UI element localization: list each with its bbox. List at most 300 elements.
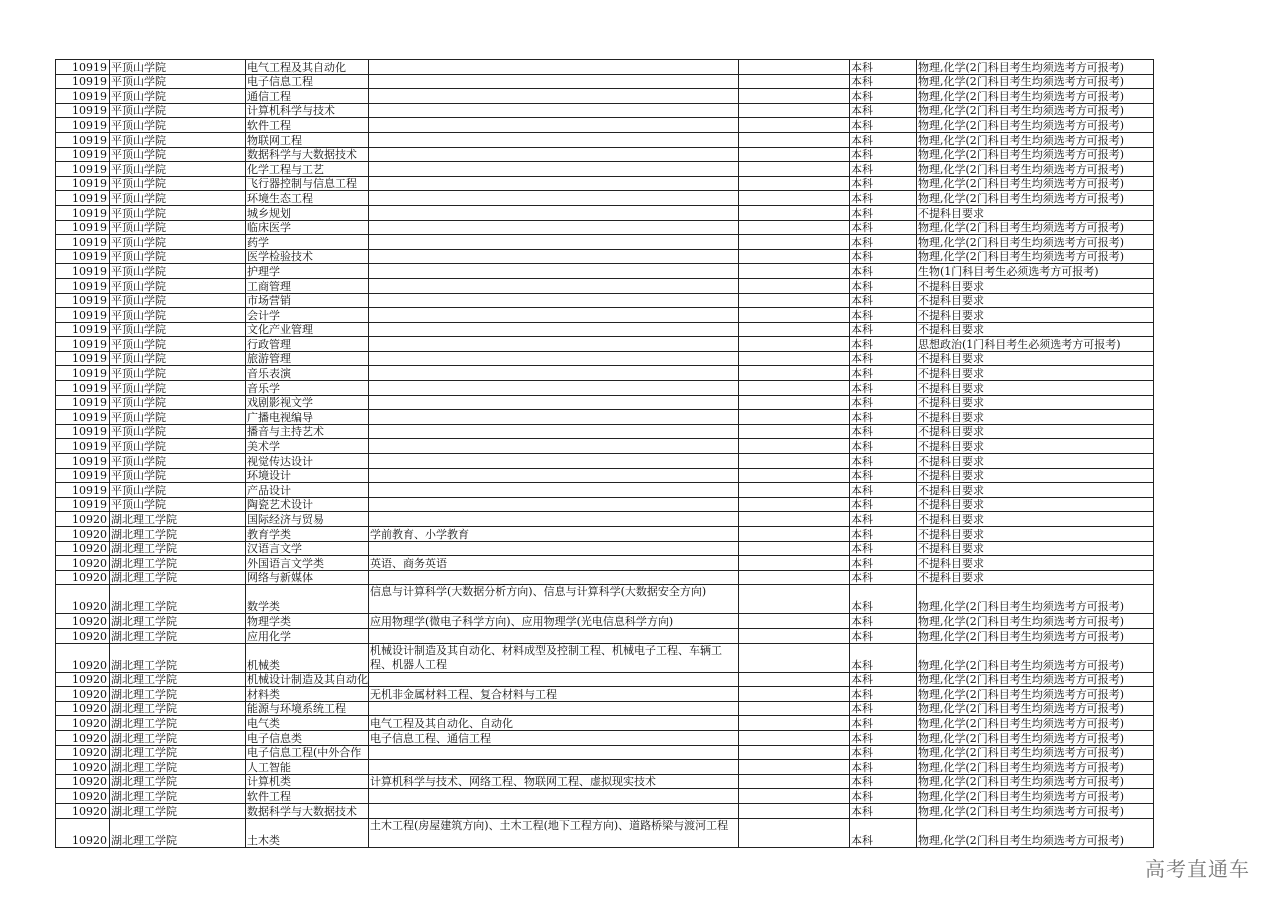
school-code-cell: 10920 [56,745,110,760]
level-cell: 本科 [850,672,917,687]
school-code-cell: 10919 [56,60,110,75]
empty-cell [739,366,850,381]
level-cell: 本科 [850,395,917,410]
included-majors-cell [369,760,739,775]
subject-requirement-cell: 不提科目要求 [917,308,1154,323]
school-code-cell: 10919 [56,293,110,308]
school-code-cell: 10920 [56,774,110,789]
level-cell: 本科 [850,220,917,235]
empty-cell [739,512,850,527]
empty-cell [739,454,850,469]
level-cell: 本科 [850,512,917,527]
school-code-cell: 10919 [56,176,110,191]
table-row [56,512,1154,527]
major-cell: 戏剧影视文学 [246,395,369,410]
included-majors-cell [369,337,739,352]
school-code-cell: 10920 [56,701,110,716]
empty-cell [739,789,850,804]
school-name-cell: 平顶山学院 [110,293,246,308]
school-code-cell: 10919 [56,162,110,177]
table-row [56,89,1154,104]
school-code-cell: 10920 [56,527,110,542]
school-name-cell: 平顶山学院 [110,118,246,133]
major-cell: 数学类 [246,585,369,614]
school-code-cell: 10919 [56,132,110,147]
included-majors-cell [369,395,739,410]
school-code-cell: 10919 [56,468,110,483]
school-code-cell: 10919 [56,249,110,264]
school-name-cell: 平顶山学院 [110,205,246,220]
empty-cell [739,424,850,439]
subject-requirement-cell: 不提科目要求 [917,468,1154,483]
school-code-cell: 10919 [56,410,110,425]
level-cell: 本科 [850,556,917,571]
included-majors-cell [369,235,739,250]
school-code-cell: 10919 [56,483,110,498]
table-row [56,643,1154,672]
school-name-cell: 平顶山学院 [110,497,246,512]
school-name-cell: 平顶山学院 [110,89,246,104]
table-body [56,60,1154,848]
included-majors-cell [369,454,739,469]
level-cell: 本科 [850,468,917,483]
school-code-cell: 10919 [56,322,110,337]
included-majors-cell [369,803,739,818]
major-cell: 环境生态工程 [246,191,369,206]
level-cell: 本科 [850,278,917,293]
major-cell: 物理学类 [246,614,369,629]
subject-requirement-cell: 物理,化学(2门科目考生均须选考方可报考) [917,818,1154,847]
subject-requirement-cell: 物理,化学(2门科目考生均须选考方可报考) [917,191,1154,206]
level-cell: 本科 [850,701,917,716]
included-majors-cell [369,541,739,556]
subject-requirement-cell: 物理,化学(2门科目考生均须选考方可报考) [917,701,1154,716]
school-code-cell: 10920 [56,556,110,571]
level-cell: 本科 [850,585,917,614]
subject-requirement-cell: 不提科目要求 [917,454,1154,469]
school-name-cell: 湖北理工学院 [110,628,246,643]
major-cell: 教育学类 [246,527,369,542]
subject-requirement-cell: 不提科目要求 [917,322,1154,337]
level-cell: 本科 [850,147,917,162]
school-name-cell: 湖北理工学院 [110,818,246,847]
level-cell: 本科 [850,789,917,804]
included-majors-cell [369,322,739,337]
table-row [56,235,1154,250]
subject-requirement-cell: 不提科目要求 [917,205,1154,220]
empty-cell [739,278,850,293]
table-row [56,132,1154,147]
level-cell: 本科 [850,454,917,469]
subject-requirement-cell: 不提科目要求 [917,527,1154,542]
empty-cell [739,687,850,702]
included-majors-cell [369,497,739,512]
included-majors-cell: 学前教育、小学教育 [369,527,739,542]
table-row [56,322,1154,337]
subject-requirement-cell: 物理,化学(2门科目考生均须选考方可报考) [917,176,1154,191]
included-majors-cell [369,220,739,235]
subject-requirement-cell: 物理,化学(2门科目考生均须选考方可报考) [917,220,1154,235]
empty-cell [739,103,850,118]
school-code-cell: 10919 [56,191,110,206]
subject-requirement-cell: 不提科目要求 [917,278,1154,293]
level-cell: 本科 [850,527,917,542]
subject-requirement-cell: 物理,化学(2门科目考生均须选考方可报考) [917,803,1154,818]
major-cell: 播音与主持艺术 [246,424,369,439]
school-name-cell: 平顶山学院 [110,132,246,147]
level-cell: 本科 [850,628,917,643]
included-majors-cell [369,89,739,104]
subject-requirement-cell: 物理,化学(2门科目考生均须选考方可报考) [917,614,1154,629]
level-cell: 本科 [850,74,917,89]
included-majors-cell [369,293,739,308]
subject-requirement-cell: 不提科目要求 [917,366,1154,381]
table-row [56,628,1154,643]
school-name-cell: 平顶山学院 [110,74,246,89]
school-code-cell: 10920 [56,585,110,614]
school-code-cell: 10919 [56,337,110,352]
table-row [56,351,1154,366]
school-name-cell: 湖北理工学院 [110,556,246,571]
empty-cell [739,410,850,425]
major-cell: 美术学 [246,439,369,454]
major-cell: 城乡规划 [246,205,369,220]
subject-requirement-cell: 不提科目要求 [917,439,1154,454]
major-cell: 化学工程与工艺 [246,162,369,177]
table-row [56,381,1154,396]
major-cell: 环境设计 [246,468,369,483]
included-majors-cell [369,118,739,133]
level-cell: 本科 [850,366,917,381]
school-code-cell: 10919 [56,147,110,162]
major-cell: 电子信息类 [246,730,369,745]
school-name-cell: 湖北理工学院 [110,716,246,731]
major-cell: 音乐表演 [246,366,369,381]
table-row [56,789,1154,804]
empty-cell [739,220,850,235]
school-name-cell: 平顶山学院 [110,264,246,279]
school-code-cell: 10920 [56,672,110,687]
empty-cell [739,308,850,323]
school-name-cell: 平顶山学院 [110,395,246,410]
level-cell: 本科 [850,497,917,512]
subject-requirement-cell: 物理,化学(2门科目考生均须选考方可报考) [917,643,1154,672]
school-code-cell: 10919 [56,235,110,250]
included-majors-cell [369,176,739,191]
empty-cell [739,716,850,731]
included-majors-cell [369,381,739,396]
empty-cell [739,264,850,279]
school-code-cell: 10919 [56,497,110,512]
level-cell: 本科 [850,716,917,731]
included-majors-cell [369,249,739,264]
level-cell: 本科 [850,730,917,745]
school-name-cell: 湖北理工学院 [110,570,246,585]
included-majors-cell: 应用物理学(微电子科学方向)、应用物理学(光电信息科学方向) [369,614,739,629]
subject-requirement-cell: 物理,化学(2门科目考生均须选考方可报考) [917,89,1154,104]
table-row [56,439,1154,454]
table-row [56,585,1154,614]
table-row [56,760,1154,775]
included-majors-cell [369,147,739,162]
school-name-cell: 湖北理工学院 [110,701,246,716]
included-majors-cell [369,60,739,75]
major-cell: 计算机类 [246,774,369,789]
major-cell: 数据科学与大数据技术 [246,803,369,818]
empty-cell [739,774,850,789]
major-cell: 医学检验技术 [246,249,369,264]
school-name-cell: 湖北理工学院 [110,614,246,629]
school-name-cell: 平顶山学院 [110,337,246,352]
empty-cell [739,803,850,818]
subject-requirement-cell: 物理,化学(2门科目考生均须选考方可报考) [917,774,1154,789]
subject-requirement-cell: 物理,化学(2门科目考生均须选考方可报考) [917,147,1154,162]
table-row [56,74,1154,89]
table-row [56,308,1154,323]
subject-requirement-cell: 不提科目要求 [917,395,1154,410]
table-row [56,220,1154,235]
level-cell: 本科 [850,249,917,264]
included-majors-cell [369,308,739,323]
empty-cell [739,337,850,352]
table-row [56,468,1154,483]
major-cell: 汉语言文学 [246,541,369,556]
school-name-cell: 平顶山学院 [110,162,246,177]
major-cell: 工商管理 [246,278,369,293]
table-row [56,147,1154,162]
watermark: 高考直通车 [1145,857,1250,881]
school-code-cell: 10919 [56,439,110,454]
included-majors-cell [369,789,739,804]
table-row [56,672,1154,687]
school-code-cell: 10919 [56,278,110,293]
empty-cell [739,672,850,687]
included-majors-cell [369,512,739,527]
empty-cell [739,89,850,104]
admission-requirements-table [55,59,1154,848]
level-cell: 本科 [850,176,917,191]
school-code-cell: 10919 [56,264,110,279]
empty-cell [739,585,850,614]
level-cell: 本科 [850,483,917,498]
empty-cell [739,468,850,483]
included-majors-cell [369,132,739,147]
table-row [56,687,1154,702]
empty-cell [739,191,850,206]
table-row [56,570,1154,585]
table-row [56,249,1154,264]
subject-requirement-cell: 物理,化学(2门科目考生均须选考方可报考) [917,628,1154,643]
level-cell: 本科 [850,381,917,396]
table-row [56,264,1154,279]
empty-cell [739,147,850,162]
table-row [56,410,1154,425]
school-code-cell: 10920 [56,730,110,745]
subject-requirement-cell: 不提科目要求 [917,541,1154,556]
empty-cell [739,483,850,498]
subject-requirement-cell: 物理,化学(2门科目考生均须选考方可报考) [917,760,1154,775]
school-code-cell: 10920 [56,541,110,556]
empty-cell [739,556,850,571]
table-row [56,118,1154,133]
school-code-cell: 10920 [56,760,110,775]
school-code-cell: 10919 [56,118,110,133]
school-code-cell: 10920 [56,716,110,731]
table-row [56,191,1154,206]
subject-requirement-cell: 不提科目要求 [917,293,1154,308]
school-name-cell: 平顶山学院 [110,249,246,264]
table-row [56,103,1154,118]
subject-requirement-cell: 不提科目要求 [917,483,1154,498]
school-code-cell: 10919 [56,454,110,469]
empty-cell [739,249,850,264]
level-cell: 本科 [850,643,917,672]
included-majors-cell [369,672,739,687]
level-cell: 本科 [850,687,917,702]
subject-requirement-cell: 物理,化学(2门科目考生均须选考方可报考) [917,74,1154,89]
empty-cell [739,439,850,454]
school-name-cell: 湖北理工学院 [110,803,246,818]
table-row [56,337,1154,352]
level-cell: 本科 [850,103,917,118]
empty-cell [739,351,850,366]
school-name-cell: 平顶山学院 [110,278,246,293]
school-code-cell: 10919 [56,395,110,410]
table-row [56,556,1154,571]
school-name-cell: 湖北理工学院 [110,730,246,745]
included-majors-cell: 电气工程及其自动化、自动化 [369,716,739,731]
table-row [56,614,1154,629]
major-cell: 能源与环境系统工程 [246,701,369,716]
school-name-cell: 平顶山学院 [110,60,246,75]
included-majors-cell [369,410,739,425]
level-cell: 本科 [850,132,917,147]
level-cell: 本科 [850,541,917,556]
school-name-cell: 平顶山学院 [110,381,246,396]
school-name-cell: 平顶山学院 [110,439,246,454]
table-row [56,454,1154,469]
empty-cell [739,381,850,396]
table-row [56,60,1154,75]
empty-cell [739,235,850,250]
included-majors-cell [369,628,739,643]
subject-requirement-cell: 物理,化学(2门科目考生均须选考方可报考) [917,235,1154,250]
subject-requirement-cell: 思想政治(1门科目考生必须选考方可报考) [917,337,1154,352]
subject-requirement-cell: 物理,化学(2门科目考生均须选考方可报考) [917,745,1154,760]
subject-requirement-cell: 不提科目要求 [917,512,1154,527]
subject-requirement-cell: 不提科目要求 [917,351,1154,366]
empty-cell [739,118,850,133]
table-row [56,497,1154,512]
school-name-cell: 平顶山学院 [110,483,246,498]
level-cell: 本科 [850,818,917,847]
school-name-cell: 湖北理工学院 [110,745,246,760]
table-row [56,730,1154,745]
table-row [56,293,1154,308]
level-cell: 本科 [850,760,917,775]
major-cell: 人工智能 [246,760,369,775]
included-majors-cell [369,278,739,293]
subject-requirement-cell: 物理,化学(2门科目考生均须选考方可报考) [917,789,1154,804]
included-majors-cell [369,351,739,366]
level-cell: 本科 [850,308,917,323]
school-code-cell: 10919 [56,424,110,439]
level-cell: 本科 [850,264,917,279]
empty-cell [739,541,850,556]
subject-requirement-cell: 不提科目要求 [917,410,1154,425]
empty-cell [739,628,850,643]
major-cell: 会计学 [246,308,369,323]
major-cell: 旅游管理 [246,351,369,366]
table-row [56,205,1154,220]
major-cell: 机械类 [246,643,369,672]
table-row [56,541,1154,556]
school-code-cell: 10919 [56,103,110,118]
empty-cell [739,205,850,220]
included-majors-cell [369,570,739,585]
included-majors-cell: 土木工程(房屋建筑方向)、土木工程(地下工程方向)、道路桥梁与渡河工程 [369,818,739,847]
major-cell: 国际经济与贸易 [246,512,369,527]
school-code-cell: 10920 [56,789,110,804]
school-code-cell: 10920 [56,687,110,702]
empty-cell [739,74,850,89]
level-cell: 本科 [850,162,917,177]
included-majors-cell: 计算机科学与技术、网络工程、物联网工程、虚拟现实技术 [369,774,739,789]
table-row [56,424,1154,439]
table-row [56,278,1154,293]
empty-cell [739,176,850,191]
level-cell: 本科 [850,614,917,629]
school-name-cell: 平顶山学院 [110,103,246,118]
major-cell: 软件工程 [246,789,369,804]
school-code-cell: 10919 [56,220,110,235]
included-majors-cell [369,74,739,89]
major-cell: 护理学 [246,264,369,279]
included-majors-cell [369,205,739,220]
included-majors-cell: 无机非金属材料工程、复合材料与工程 [369,687,739,702]
included-majors-cell [369,424,739,439]
subject-requirement-cell: 生物(1门科目考生必须选考方可报考) [917,264,1154,279]
table-row [56,162,1154,177]
table-row [56,395,1154,410]
major-cell: 机械设计制造及其自动化 [247,673,368,687]
empty-cell [739,293,850,308]
included-majors-cell: 机械设计制造及其自动化、材料成型及控制工程、机械电子工程、车辆工程、机器人工程 [369,643,739,672]
included-majors-cell [369,191,739,206]
level-cell: 本科 [850,570,917,585]
school-name-cell: 平顶山学院 [110,220,246,235]
school-name-cell: 湖北理工学院 [110,643,246,672]
subject-requirement-cell: 物理,化学(2门科目考生均须选考方可报考) [917,132,1154,147]
empty-cell [739,527,850,542]
school-code-cell: 10919 [56,205,110,220]
school-name-cell: 湖北理工学院 [110,760,246,775]
school-name-cell: 湖北理工学院 [110,541,246,556]
table-row [56,774,1154,789]
school-name-cell: 湖北理工学院 [110,512,246,527]
table-row [56,818,1154,847]
subject-requirement-cell: 不提科目要求 [917,570,1154,585]
school-name-cell: 平顶山学院 [110,191,246,206]
included-majors-cell [369,366,739,381]
empty-cell [739,745,850,760]
empty-cell [739,818,850,847]
table-row [56,803,1154,818]
major-cell: 电气工程及其自动化 [246,60,369,75]
level-cell: 本科 [850,60,917,75]
school-code-cell: 10920 [56,570,110,585]
major-cell: 文化产业管理 [246,322,369,337]
